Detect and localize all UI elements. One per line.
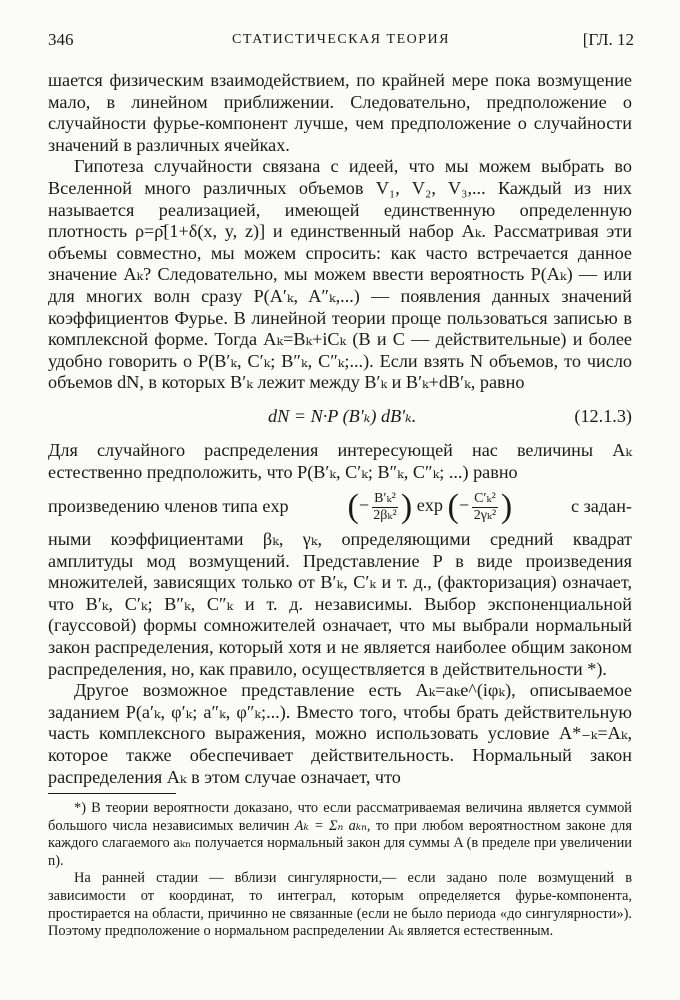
exp-expression: (− $\frac{\text{B′ₖ²}}{\text{2βₖ²}}$ ) exp (− $\frac{\text{C′ₖ²}}{\text{2γₖ²}}$ ): [347, 488, 513, 526]
fraction-c-denominator: 2γₖ²: [473, 507, 497, 523]
footnote-1-start: *) В теории вероятности доказано, что если рассматриваемая величина является суммой большого числа независимых величин: [48, 800, 632, 834]
footnote-1: [48, 800, 632, 870]
footnote-divider: [48, 793, 176, 794]
footnote-2: На ранней стадии — вблизи сингулярности,— если задано поле возмущений в зависимости от координат, то интеграл, которым определяется фурье-компонента, простирается на области, причинно не связанные (если не было периода «до сингулярности»). Поэтому предположение о нормальном распределении Aₖ является естественным.: [48, 870, 632, 940]
exp-line-left: произведению членов типа exp: [48, 496, 289, 517]
fraction-c-numerator: C′ₖ²: [474, 490, 496, 506]
paragraph-4: Другое возможное представление есть Aₖ=aₖe^(iφₖ), описываемое заданием P(a′ₖ, φ′ₖ; a″ₖ, φ″ₖ;...). Вместо того, чтобы брать действительную часть комплексного выражения, можно использовать условие A*₋ₖ=Aₖ, которое также обеспечивает действительность. Нормальный закон распределения Aₖ в этом случае означает, что: [48, 680, 632, 787]
fraction-b-numerator: B′ₖ²: [374, 490, 396, 506]
fraction-c: [472, 491, 498, 524]
exp-mid: exp: [416, 495, 443, 516]
page-number: 346: [48, 30, 74, 49]
fraction-b: [372, 491, 398, 524]
equation-number: (12.1.3): [574, 405, 632, 426]
paragraph-3-end: ными коэффициентами βₖ, γₖ, определяющими средний квадрат амплитуды мод возмущений. Представление P в виде произведения множителей, зависящих только от B′ₖ, C′ₖ и т. д., (факторизация) означает, что B′ₖ, C′ₖ; B″ₖ, C″ₖ и т. д. независимы. Выбор экспоненциальной (гауссовой) формы сомножителей означает, что мы выбрали нормальный закон распределения, который хотя и не является наиболее общим законом распределения, но, как правило, осуществляется в действительности *).: [48, 529, 632, 679]
exp-line-right: с задан-: [571, 496, 632, 517]
running-title: СТАТИСТИЧЕСКАЯ ТЕОРИЯ: [232, 32, 450, 47]
exp-formula-line: [48, 483, 632, 529]
fraction-b-denominator: 2βₖ²: [373, 507, 397, 523]
equation-12-1-3: [48, 398, 632, 434]
footnote-1-mid: то при любом: [375, 817, 464, 834]
paragraph-1: шается физическим взаимодействием, по крайней мере пока возмущение мало, в линейном приближении. Следовательно, предположение о случайности фурье-компонент лучше, чем предположение о случайности значений в различных ячейках.: [48, 70, 632, 155]
paragraph-2: Гипотеза случайности связана с идеей, что мы можем выбрать во Вселенной много различных объемов V₁, V₂, V₃,... Каждый из них называется реализацией, имеющей единственную определенную плотность ρ=ρ̄[1+δ(x, y, z)] и единственный набор Aₖ. Рассматривая эти объемы совместно, мы можем спросить: как часто встречается данное значение Aₖ? Следовательно, мы можем ввести вероятность P(Aₖ) — или для многих волн сразу P(A′ₖ, A″ₖ,...) — появления данных значений коэффициентов Фурье. В линейной теории проще пользоваться записью в комплексной форме. Тогда Aₖ=Bₖ+iCₖ (B и C — действительные) и более удобно говорить о P(B′ₖ, C′ₖ; B″ₖ, C″ₖ;...). Если взять N объемов, то число объемов dN, в которых B′ₖ лежит между B′ₖ и B′ₖ+dB′ₖ, равно: [48, 156, 632, 393]
footnote-1-end: вероятностном законе для каждого слагаемого aₖₙ получается нормальный закон для суммы A (в пределе при увеличении n).: [48, 817, 632, 869]
equation-body: dN = N·P (B′ₖ) dB′ₖ.: [268, 405, 417, 426]
paragraph-3-start: Для случайного распределения интересующей нас величины Aₖ естественно предположить, что P(B′ₖ, C′ₖ; B″ₖ, C″ₖ; ...) равно: [48, 439, 632, 482]
chapter-label: [ГЛ. 12: [582, 30, 634, 49]
main-text: [48, 70, 632, 788]
footnotes: [48, 800, 632, 941]
running-header: [48, 30, 634, 54]
footnote-1-formula: Aₖ = Σₙ aₖₙ,: [294, 817, 371, 834]
